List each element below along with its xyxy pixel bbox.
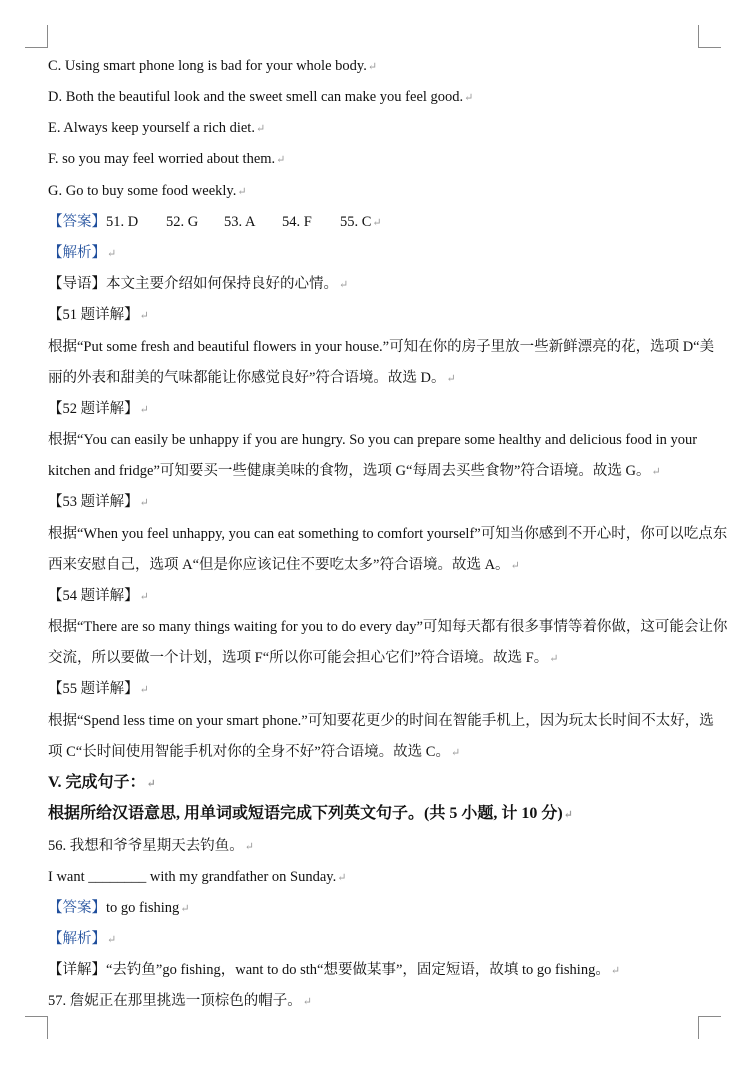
crop-mark-bottom-left (25, 1016, 48, 1039)
q56-answer: 【答案】to go fishing↵ (48, 900, 190, 916)
q56-sentence: I want ________ with my grandfather on Sunday.↵ (48, 869, 347, 885)
q56-explanation: 【详解】“去钓鱼”go fishing，want to do sth“想要做某事”，固定短语，故填 to go fishing。↵ (48, 962, 621, 978)
option-c: C. Using smart phone long is bad for your whole body.↵ (48, 58, 378, 74)
crop-mark-top-left (25, 25, 48, 48)
q56-analysis-label: 【解析】↵ (48, 931, 117, 947)
q55-line-2: 项 C“长时间使用智能手机对你的全身不好”符合语境。故选 C。↵ (48, 744, 461, 760)
option-d: D. Both the beautiful look and the sweet smell can make you feel good.↵ (48, 89, 474, 105)
section-v-instructions: 根据所给汉语意思, 用单词或短语完成下列英文句子。(共 5 小题, 计 10 分)↵ (48, 805, 573, 822)
crop-mark-bottom-right (698, 1016, 721, 1039)
q53-line-1: 根据“When you feel unhappy, you can eat something to comfort yourself”可知当你感到不开心时，你可以吃点东 (48, 526, 728, 542)
q57-prompt: 57. 詹妮正在那里挑选一顶棕色的帽子。↵ (48, 993, 312, 1009)
q51-heading: 【51 题详解】↵ (48, 307, 149, 323)
q53-line-2: 西来安慰自己，选项 A“但是你应该记住不要吃太多”符合语境。故选 A。↵ (48, 557, 520, 573)
answer-line-51-55: 【答案】51. D 52. G 53. A 54. F 55. C↵ (48, 214, 382, 230)
analysis-label: 【解析】↵ (48, 245, 117, 261)
q52-heading: 【52 题详解】↵ (48, 401, 149, 417)
q55-heading: 【55 题详解】↵ (48, 681, 149, 697)
option-f: F. so you may feel worried about them.↵ (48, 151, 286, 167)
q54-heading: 【54 题详解】↵ (48, 588, 149, 604)
section-v-heading: V. 完成句子：↵ (48, 774, 156, 791)
intro-line: 【导语】本文主要介绍如何保持良好的心情。↵ (48, 276, 349, 292)
q56-prompt: 56. 我想和爷爷星期天去钓鱼。↵ (48, 838, 254, 854)
q51-line-1: 根据“Put some fresh and beautiful flowers in your house.”可知在你的房子里放一些新鲜漂亮的花，选项 D“美 (48, 339, 715, 355)
option-g: G. Go to buy some food weekly.↵ (48, 183, 247, 199)
q54-line-1: 根据“There are so many things waiting for you to do every day”可知每天都有很多事情等着你做，这可能会让你 (48, 619, 728, 635)
option-e: E. Always keep yourself a rich diet.↵ (48, 120, 266, 136)
q55-line-1: 根据“Spend less time on your smart phone.”可知要花更少的时间在智能手机上，因为玩太长时间不太好，选 (48, 713, 714, 729)
q53-heading: 【53 题详解】↵ (48, 494, 149, 510)
crop-mark-top-right (698, 25, 721, 48)
q51-line-2: 丽的外表和甜美的气味都能让你感觉良好”符合语境。故选 D。↵ (48, 370, 456, 386)
q52-line-2: kitchen and fridge”可知要买一些健康美味的食物，选项 G“每周去买些食物”符合语境。故选 G。↵ (48, 463, 661, 479)
q54-line-2: 交流，所以要做一个计划，选项 F“所以你可能会担心它们”符合语境。故选 F。↵ (48, 650, 559, 666)
q52-line-1: 根据“You can easily be unhappy if you are hungry. So you can prepare some healthy and delicious food in your (48, 432, 698, 448)
